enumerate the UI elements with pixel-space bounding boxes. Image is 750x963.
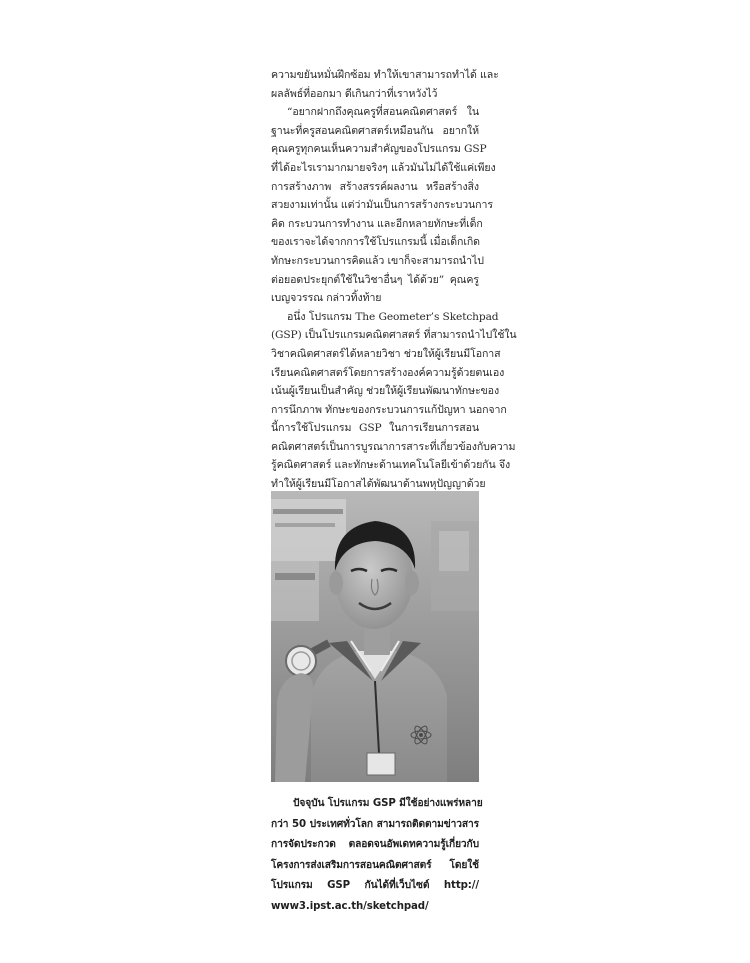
text-line: ทำให้ผู้เรียนมีโอกาสได้พัฒนาด้านพหุปัญญาด้วย: [271, 478, 486, 491]
caption-line: ปัจจุบัน โปรแกรม GSP มีใช้อย่างแพร่หลาย: [293, 798, 483, 809]
name-badge: [367, 753, 395, 775]
text-line: ที่ได้อะไรเรามากมายจริงๆ แล้วมันไม่ได้ใช้แค่เพียง: [271, 161, 496, 174]
medal: [286, 646, 316, 676]
text-line: ผลลัพธ์ที่ออกมา ดีเกินกว่าที่เราหวังไว้: [271, 87, 438, 100]
student-with-medal-illustration: [271, 491, 479, 782]
text-line: คุณครูทุกคนเห็นความสำคัญของโปรแกรม GSP: [271, 143, 487, 156]
text-line: การสร้างภาพ สร้างสรรค์ผลงาน หรือสร้างสิ่ง: [271, 180, 479, 193]
text-line: คณิตศาสตร์เป็นการบูรณาการสาระที่เกี่ยวข้องกับความ: [271, 440, 516, 453]
text-line: เน้นผู้เรียนเป็นสำคัญ ช่วยให้ผู้เรียนพัฒนาทักษะของ: [271, 385, 500, 398]
caption-line: กว่า 50 ประเทศทั่วโลก สามารถติดตามข่าวสาร: [271, 818, 479, 830]
text-line: อนึ่ง โปรแกรม The Geometer’s Sketchpad: [287, 310, 499, 323]
text-line: ความขยันหมั่นฝึกซ้อม ทำให้เขาสามารถทำได้ และ: [271, 69, 499, 81]
text-line: คิด กระบวนการทำงาน และอีกหลายทักษะที่เด็ก: [271, 217, 483, 230]
photo-caption: [271, 794, 483, 917]
background-banner: [271, 499, 346, 561]
text-line: “อยากฝากถึงคุณครูที่สอนคณิตศาสตร์ ใน: [287, 106, 479, 119]
article-column: [271, 66, 517, 494]
text-line: (GSP) เป็นโปรแกรมคณิตศาสตร์ ที่สามารถนำไปใช้ใน: [271, 329, 517, 342]
student-photo: [271, 491, 479, 782]
text-line: ฐานะที่ครูสอนคณิตศาสตร์เหมือนกัน อยากให้: [271, 124, 479, 137]
text-line: สวยงามเท่านั้น แต่ว่ามันเป็นการสร้างกระบวนการ: [271, 199, 493, 212]
text-line: วิชาคณิตศาสตร์ได้หลายวิชา ช่วยให้ผู้เรียนมีโอกาส: [271, 347, 501, 360]
text-line: ทักษะกระบวนการคิดแล้ว เขาก็จะสามารถนำไป: [271, 254, 484, 267]
text-line: นี้การใช้โปรแกรม GSP ในการเรียนการสอน: [271, 422, 479, 435]
text-line: ต่อยอดประยุกต์ใช้ในวิชาอื่นๆ ได้ด้วย” คุณครู: [271, 273, 479, 286]
caption-line: โครงการส่งเสริมการสอนคณิตศาสตร์ โดยใช้: [271, 859, 479, 871]
text-line: ของเราจะได้จากการใช้โปรแกรมนี้ เมื่อเด็กเกิด: [271, 236, 480, 249]
text-line: รู้คณิตศาสตร์ และทักษะด้านเทคโนโลยีเข้าด้วยกัน จึง: [271, 459, 511, 472]
caption-line: โปรแกรม GSP กันได้ที่เว็บไซต์ http://: [271, 880, 479, 891]
caption-url: www3.ipst.ac.th/sketchpad/: [271, 900, 429, 912]
article-paragraph-3: [271, 308, 517, 494]
article-paragraph-2: [271, 103, 496, 308]
text-line: การนึกภาพ ทักษะของกระบวนการแก้ปัญหา นอกจาก: [271, 403, 507, 416]
text-line: เรียนคณิตศาสตร์โดยการสร้างองค์ความรู้ด้วยตนเอง: [271, 366, 505, 379]
caption-line: การจัดประกวด ตลอดจนอัพเดทความรู้เกี่ยวกับ: [271, 839, 479, 850]
article-paragraph-1: [271, 66, 499, 103]
text-line: เบญจวรรณ กล่าวทิ้งท้าย: [271, 292, 382, 305]
